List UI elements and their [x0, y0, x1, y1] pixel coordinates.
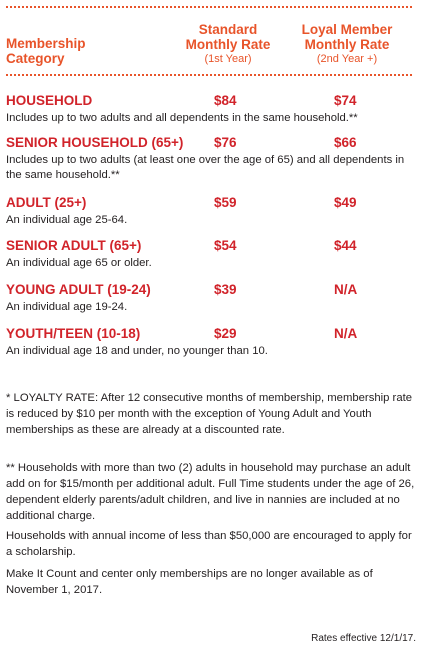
standard-rate-header [178, 22, 278, 67]
category-header-line2: Category [6, 51, 65, 66]
row-description: An individual age 65 or older. [6, 257, 152, 269]
loyal-header-line1: Loyal Member [301, 22, 393, 37]
loyalty-rate-note: * LOYALTY RATE: After 12 consecutive months of membership, membership rate is reduced by $10 per month with the exception of Young Adult and Youth memberships as these are already at a discounted rate. [6, 392, 413, 436]
category-header-line1: Membership [6, 36, 86, 51]
row-description: An individual age 18 and under, no younger than 10. [6, 345, 268, 357]
row-category: YOUTH/TEEN (10-18) [6, 326, 141, 341]
row-loyal-rate: N/A [334, 282, 358, 297]
row-standard-rate: $29 [214, 326, 237, 341]
standard-header-line1: Standard [198, 22, 258, 37]
loyal-header-sub: (2nd Year +) [316, 53, 378, 65]
standard-header-sub: (1st Year) [204, 53, 252, 65]
row-category: SENIOR HOUSEHOLD (65+) [6, 135, 184, 150]
header-divider [6, 74, 412, 76]
row-category: SENIOR ADULT (65+) [6, 238, 142, 253]
row-loyal-rate: $66 [334, 135, 357, 150]
row-standard-rate: $76 [214, 135, 237, 150]
household-add-on-note: ** Households with more than two (2) adults in household may purchase an adult add on for $15/month per additional adult. Full Time students under the age of 26, dependent elderly parents/adult children, and live in nannies are included at no additional charge. [6, 462, 415, 522]
row-loyal-rate: $74 [334, 93, 357, 108]
rates-effective-date: Rates effective 12/1/17. [311, 633, 416, 644]
row-category: HOUSEHOLD [6, 93, 93, 108]
row-category: ADULT (25+) [6, 195, 87, 210]
row-standard-rate: $54 [214, 238, 237, 253]
row-standard-rate: $59 [214, 195, 237, 210]
row-description: An individual age 19-24. [6, 301, 128, 313]
row-loyal-rate: N/A [334, 326, 358, 341]
row-description: An individual age 25-64. [6, 214, 128, 226]
loyal-rate-header [292, 22, 402, 67]
row-description: Includes up to two adults and all dependents in the same household.** [6, 112, 358, 124]
top-divider [6, 6, 412, 8]
row-standard-rate: $84 [214, 93, 237, 108]
discontinued-memberships-note: Make It Count and center only memberships are no longer available as of November 1, 2017. [6, 568, 373, 596]
row-description: Includes up to two adults (at least one over the age of 65) and all dependents in the same household.** [6, 154, 405, 181]
row-loyal-rate: $49 [334, 195, 357, 210]
category-header [6, 36, 86, 66]
row-category: YOUNG ADULT (19-24) [6, 282, 151, 297]
loyal-header-line2: Monthly Rate [304, 37, 390, 52]
row-standard-rate: $39 [214, 282, 237, 297]
scholarship-note: Households with annual income of less than $50,000 are encouraged to apply for a scholarship. [6, 530, 412, 558]
standard-header-line2: Monthly Rate [185, 37, 271, 52]
row-loyal-rate: $44 [334, 238, 357, 253]
